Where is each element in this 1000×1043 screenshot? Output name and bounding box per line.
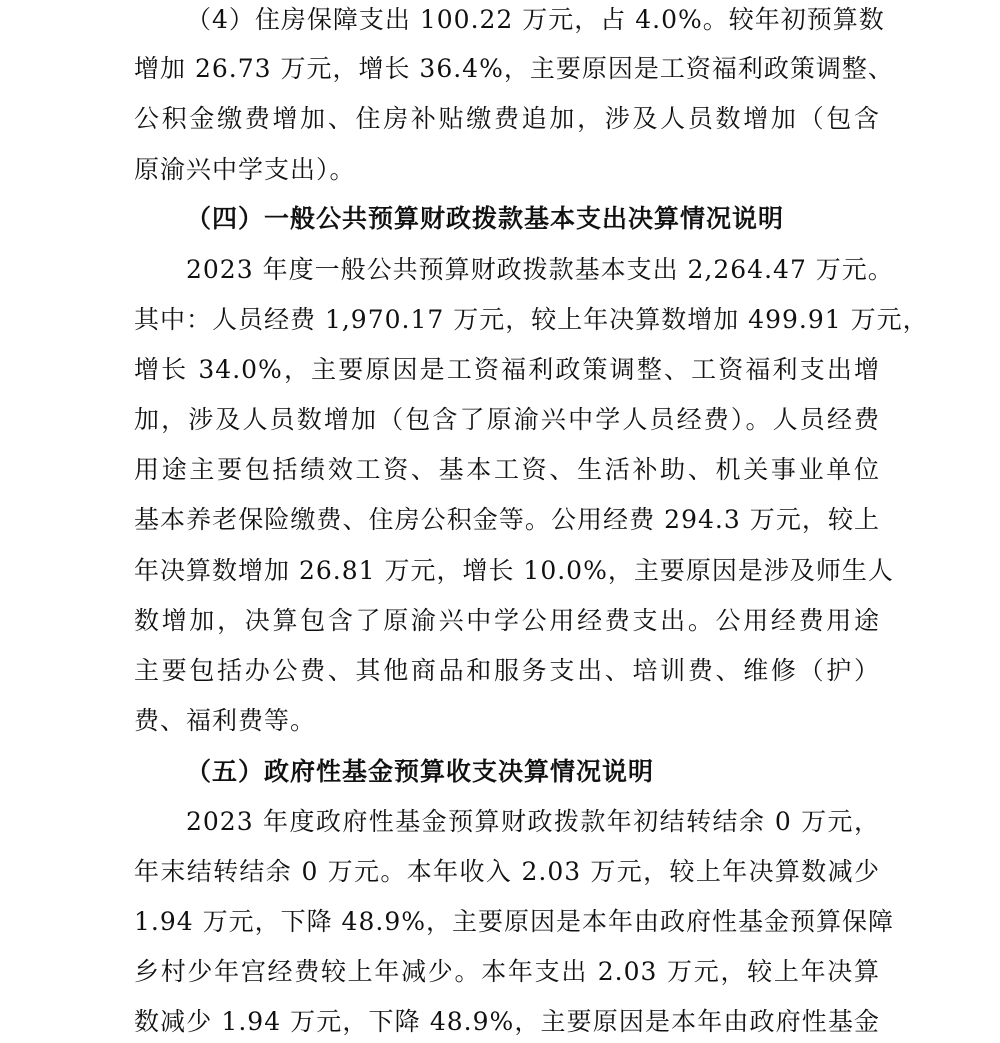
paragraph-line: 数减少 1.94 万元，下降 48.9%，主要原因是本年由政府性基金 [134, 1007, 880, 1036]
paragraph-line: 费、福利费等。 [134, 706, 317, 735]
paragraph-line: 乡村少年宫经费较上年减少。本年支出 2.03 万元，较上年决算 [134, 957, 880, 986]
paragraph-line: 年末结转结余 0 万元。本年收入 2.03 万元，较上年决算数减少 [134, 857, 880, 886]
paragraph-line: 原渝兴中学支出）。 [134, 155, 356, 184]
paragraph-line: 1.94 万元，下降 48.9%，主要原因是本年由政府性基金预算保障 [134, 907, 894, 936]
paragraph-line: 2023 年度一般公共预算财政拨款基本支出 2,264.47 万元。 [186, 255, 894, 284]
paragraph-line: 其中：人员经费 1,970.17 万元，较上年决算数增加 499.91 万元， [134, 305, 929, 334]
paragraph-line: 公积金缴费增加、住房补贴缴费追加，涉及人员数增加（包含 [134, 104, 880, 133]
paragraph-line: 主要包括办公费、其他商品和服务支出、培训费、维修（护） [134, 656, 880, 685]
paragraph-line: 基本养老保险缴费、住房公积金等。公用经费 294.3 万元，较上 [134, 505, 880, 534]
paragraph-line: 增长 34.0%，主要原因是工资福利政策调整、工资福利支出增 [134, 355, 880, 384]
section-heading-5: （五）政府性基金预算收支决算情况说明 [186, 757, 655, 786]
paragraph-line: （4）住房保障支出 100.22 万元，占 4.0%。较年初预算数 [186, 5, 885, 34]
paragraph-line: 加，涉及人员数增加（包含了原渝兴中学人员经费）。人员经费 [134, 405, 880, 434]
section-heading-4: （四）一般公共预算财政拨款基本支出决算情况说明 [186, 204, 785, 233]
paragraph-line: 增加 26.73 万元，增长 36.4%，主要原因是工资福利政策调整、 [134, 54, 894, 83]
paragraph-line: 2023 年度政府性基金预算财政拨款年初结转结余 0 万元， [186, 807, 880, 836]
paragraph-line: 年决算数增加 26.81 万元，增长 10.0%，主要原因是涉及师生人 [134, 556, 894, 585]
paragraph-line: 数增加，决算包含了原渝兴中学公用经费支出。公用经费用途 [134, 606, 880, 635]
paragraph-line: 用途主要包括绩效工资、基本工资、生活补助、机关事业单位 [134, 455, 880, 484]
